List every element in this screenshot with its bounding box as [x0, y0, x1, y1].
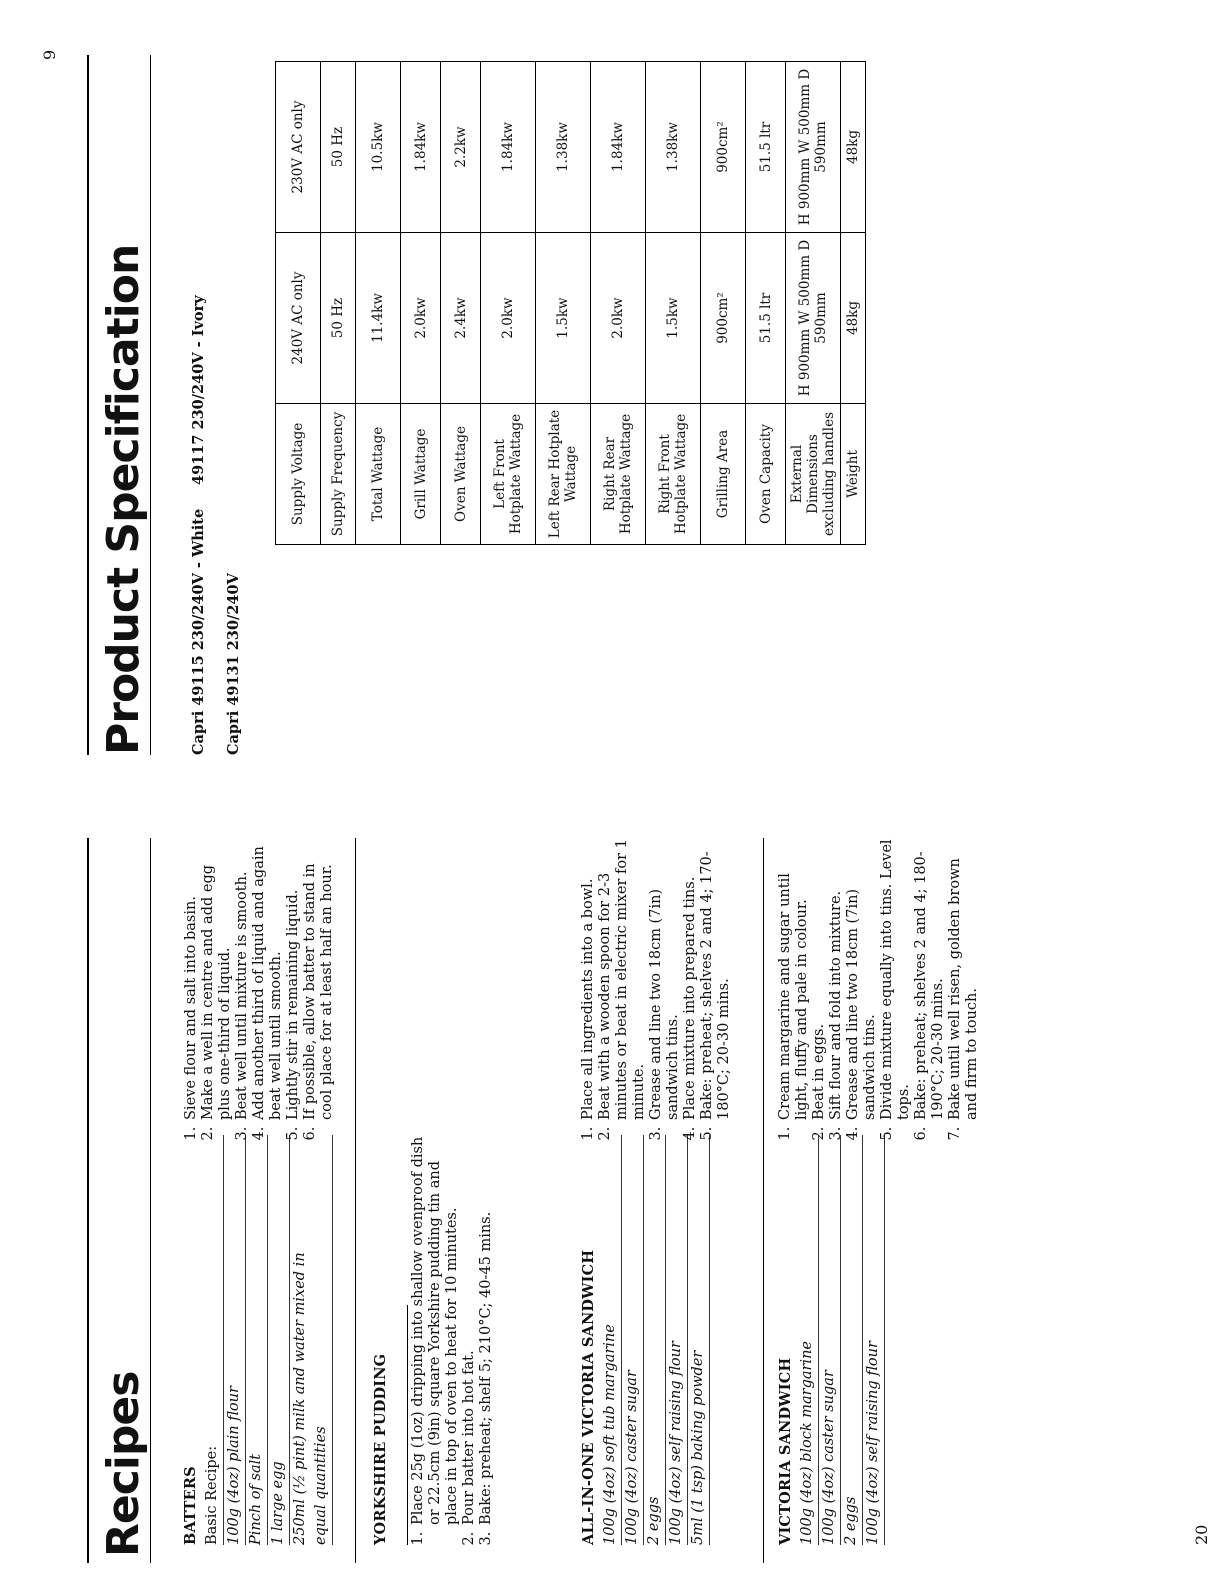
ingredient-row: 100g (4oz) soft tub margarine	[600, 1135, 622, 1545]
spec-value-v2: 48kg	[841, 62, 866, 233]
ingredient-row: 1 large egg	[268, 1135, 290, 1545]
method-step: 1. Cream margarine and sugar until light, fluffy and pale in colour.	[777, 832, 811, 1122]
victoria-ingredients	[797, 1135, 885, 1545]
model-line-a: Capri 49115 230/240V - White	[190, 508, 207, 755]
spec-value-v1: 2.0kw	[401, 233, 441, 404]
ingredient-row: 100g (4oz) self raising flour	[666, 1135, 688, 1545]
spec-value-v2: 1.84kw	[401, 62, 441, 233]
method-step: 3. Grease and line two 18cm (7in) sandwich tins.	[648, 832, 682, 1122]
spec-value-v1: 48kg	[841, 233, 866, 404]
spec-label: Supply Frequency	[321, 404, 356, 545]
spec-value-v1: 2.4kw	[441, 233, 481, 404]
method-step: 3. Bake: preheat; shelf 5; 210°C; 40-45 mins.	[478, 1127, 495, 1527]
top-rule-left	[87, 838, 89, 1563]
spec-value-v1: 11.4kw	[356, 233, 401, 404]
yorkshire-heading: YORKSHIRE PUDDING	[372, 1353, 389, 1545]
model-line-b: 49117 230/240V - Ivory	[190, 295, 207, 485]
ingredient-row: 2 eggs	[841, 1135, 863, 1545]
method-step: 2. Beat with a wooden spoon for 2-3 minutes or beat in electric mixer for 1 minute.	[597, 832, 648, 1122]
method-step: 1. Place all ingredients into a bowl.	[580, 832, 597, 1122]
spec-value-v2: 900cm²	[701, 62, 746, 233]
spec-value-v1: 2.0kw	[591, 233, 646, 404]
spec-row	[321, 62, 356, 545]
ingredient-row: 2 eggs	[644, 1135, 666, 1545]
spec-value-v2: 1.38kw	[646, 62, 701, 233]
spec-value-v2: 1.84kw	[591, 62, 646, 233]
ingredient-row: 100g (4oz) plain flour	[224, 1135, 246, 1545]
spec-title: Product Specification	[98, 244, 149, 755]
spec-value-v2: 2.2kw	[441, 62, 481, 233]
spec-label: Oven Wattage	[441, 404, 481, 545]
spec-label: Oven Capacity	[746, 404, 786, 545]
ingredient-row: 250ml (½ pint) milk and water mixed in	[292, 1252, 308, 1545]
method-step: 7. Bake until well risen, golden brown and firm to touch.	[947, 832, 981, 1122]
spec-value-v2: 10.5kw	[356, 62, 401, 233]
spec-row	[401, 62, 441, 545]
spec-value-v1: H 900mm W 500mm D 590mm	[786, 233, 841, 404]
ingredient-row: 100g (4oz) caster sugar	[819, 1135, 841, 1545]
spec-row	[591, 62, 646, 545]
method-step: 3. Beat well until mixture is smooth.	[234, 842, 251, 1122]
ingredient-row: Pinch of salt	[246, 1135, 268, 1545]
method-step: 5. Lightly stir in remaining liquid.	[285, 842, 302, 1122]
spec-label: External Dimensions excluding handles	[786, 404, 841, 545]
spec-label: Weight	[841, 404, 866, 545]
method-step: 5. Divide mixture equally into tins. Level tops.	[879, 832, 913, 1122]
spec-value-v1: 2.0kw	[481, 233, 536, 404]
spec-label: Right Rear Hotplate Wattage	[591, 404, 646, 545]
spec-value-v1: 1.5kw	[536, 233, 591, 404]
spec-label: Left Rear Hotplate Wattage	[536, 404, 591, 545]
batters-heading: BATTERS	[182, 1466, 199, 1545]
spec-value-v2: 1.84kw	[481, 62, 536, 233]
method-step: 1. Sieve flour and salt into basin.	[183, 842, 200, 1122]
spec-row	[841, 62, 866, 545]
spec-row	[536, 62, 591, 545]
ingredient-row: Basic Recipe:	[202, 1135, 224, 1545]
spec-table	[275, 61, 866, 545]
method-step: 4. Add another third of liquid and again beat well until smooth.	[251, 842, 285, 1122]
method-step: 6. Bake: preheat; shelves 2 and 4; 180-190°C; 20-30 mins.	[913, 832, 947, 1122]
spec-row	[441, 62, 481, 545]
method-step: 6. If possible, allow batter to stand in cool place for at least half an hour.	[302, 842, 336, 1122]
all-in-one-heading: ALL-IN-ONE VICTORIA SANDWICH	[580, 1249, 597, 1545]
spec-value-v1: 50 Hz	[321, 233, 356, 404]
all-in-one-method	[580, 832, 733, 1140]
spec-value-v2: 50 Hz	[321, 62, 356, 233]
method-step: 5. Bake: preheat; shelves 2 and 4; 170-180°C; 20-30 mins.	[699, 832, 733, 1122]
ingredient-row: 100g (4oz) caster sugar	[622, 1135, 644, 1545]
spec-label: Supply Voltage	[276, 404, 321, 545]
spec-value-v2: 51.5 ltr	[746, 62, 786, 233]
section-rule	[355, 838, 356, 1563]
method-step: 4. Grease and line two 18cm (7in) sandwich tins.	[845, 832, 879, 1122]
spec-row	[701, 62, 746, 545]
page-number-right: 9	[40, 49, 59, 60]
method-step: 2. Pour batter into hot fat.	[461, 1127, 478, 1527]
method-step: 3. Sift flour and fold into mixture.	[828, 832, 845, 1122]
spec-label: Grilling Area	[701, 404, 746, 545]
spec-value-v2: H 900mm W 500mm D 590mm	[786, 62, 841, 233]
spec-value-v1: 900cm²	[701, 233, 746, 404]
section-rule	[763, 838, 764, 1563]
ingredient-row: equal quantities	[311, 1135, 333, 1545]
batters-ingredients	[202, 1135, 333, 1545]
spec-value-v1: 1.5kw	[646, 233, 701, 404]
batters-method	[183, 842, 336, 1140]
method-step: 1. Place 25g (1oz) dripping into shallow ovenproof dish or 22.5cm (9in) square Yorkshire pudding tin and place in top of oven to heat for 10 minutes.	[410, 1127, 461, 1527]
spec-row	[356, 62, 401, 545]
page-number-left: 20	[1192, 1524, 1211, 1545]
ingredient-row: 100g (4oz) block margarine	[797, 1135, 819, 1545]
spec-row	[786, 62, 841, 545]
title-rule-right	[150, 55, 151, 755]
spec-row	[276, 62, 321, 545]
victoria-heading: VICTORIA SANDWICH	[777, 1357, 794, 1545]
yorkshire-method	[410, 1127, 495, 1545]
spec-label: Grill Wattage	[401, 404, 441, 545]
top-rule-right	[87, 55, 89, 755]
yorkshire-rule	[407, 1305, 408, 1545]
title-rule-left	[150, 838, 151, 1563]
ingredient-row: 100g (4oz) self raising flour	[863, 1135, 885, 1545]
spec-label: Total Wattage	[356, 404, 401, 545]
method-step: 2. Make a well in centre and add egg plus one-third of liquid.	[200, 842, 234, 1122]
recipes-title: Recipes	[98, 1371, 149, 1557]
model-line-c: Capri 49131 230/240V	[225, 573, 242, 755]
method-step: 4. Place mixture into prepared tins.	[682, 832, 699, 1122]
spec-label: Left Front Hotplate Wattage	[481, 404, 536, 545]
spec-value-v1: 240V AC only	[276, 233, 321, 404]
spec-value-v1: 51.5 ltr	[746, 233, 786, 404]
spec-row	[746, 62, 786, 545]
ingredient-row: 5ml (1 tsp) baking powder	[688, 1135, 710, 1545]
victoria-method	[777, 832, 981, 1140]
spec-row	[481, 62, 536, 545]
spec-label: Right Front Hotplate Wattage	[646, 404, 701, 545]
spec-value-v2: 1.38kw	[536, 62, 591, 233]
method-step: 2. Beat in eggs.	[811, 832, 828, 1122]
spec-row	[646, 62, 701, 545]
spec-value-v2: 230V AC only	[276, 62, 321, 233]
all-in-one-ingredients	[600, 1135, 710, 1545]
